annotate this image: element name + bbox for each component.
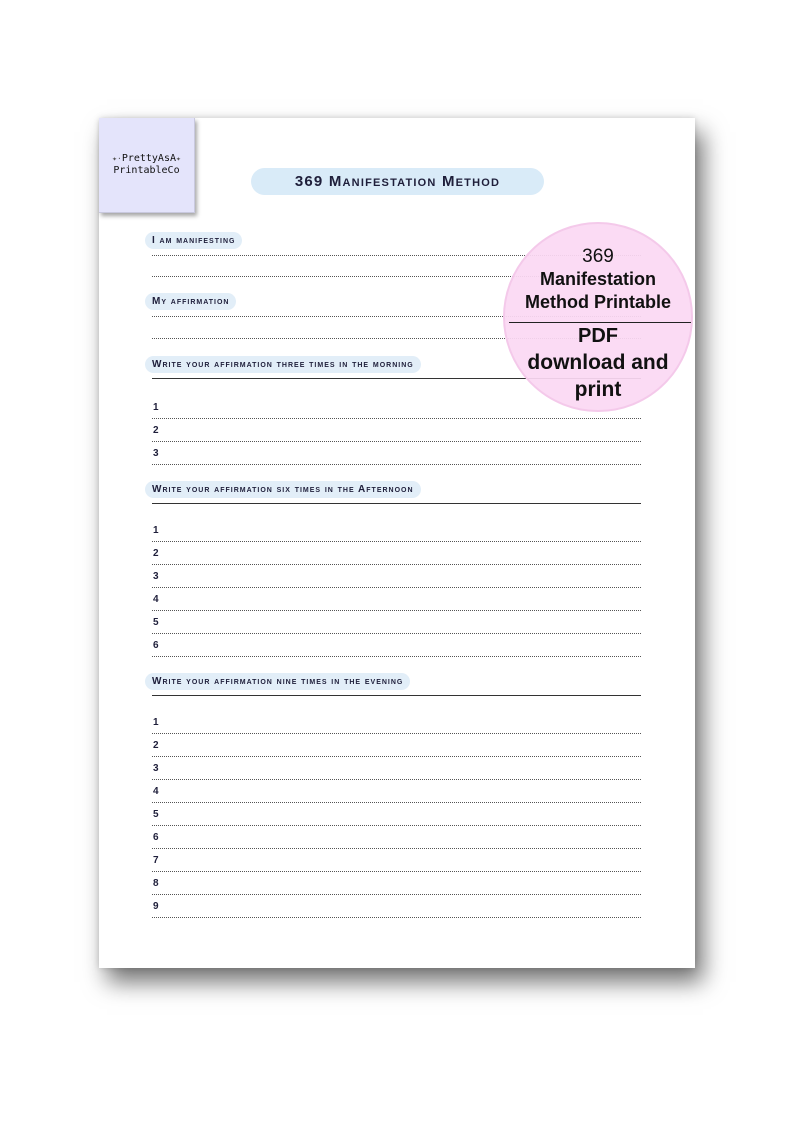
line-number: 6 [153, 640, 159, 651]
badge-cta-2: print [574, 378, 622, 401]
write-line[interactable] [152, 587, 641, 588]
section-label-afternoon: Write your affirmation six times in the Afternoon [145, 481, 421, 498]
badge-cta-1: download and [527, 351, 669, 374]
line-number: 2 [153, 740, 159, 751]
line-number: 2 [153, 425, 159, 436]
write-line[interactable] [152, 541, 641, 542]
line-number: 8 [153, 878, 159, 889]
write-line[interactable] [152, 610, 641, 611]
line-number: 1 [153, 525, 159, 536]
line-number: 3 [153, 763, 159, 774]
promo-badge [503, 222, 693, 412]
write-line[interactable] [152, 825, 641, 826]
section-rule [152, 695, 641, 696]
write-line[interactable] [152, 756, 641, 757]
line-number: 7 [153, 855, 159, 866]
line-number: 4 [153, 786, 159, 797]
badge-format: PDF [578, 325, 618, 347]
write-line[interactable] [152, 779, 641, 780]
write-line[interactable] [152, 848, 641, 849]
write-line[interactable] [152, 656, 641, 657]
badge-title-2: Method Printable [524, 292, 671, 312]
write-line[interactable] [152, 802, 641, 803]
logo-line-2: PrintableCo [113, 165, 180, 176]
write-line[interactable] [152, 441, 641, 442]
brand-logo [99, 118, 195, 213]
page-title: 369 Manifestation Method [251, 168, 544, 195]
section-rule [152, 503, 641, 504]
write-line[interactable] [152, 418, 641, 419]
badge-number: 369 [582, 246, 614, 267]
line-number: 3 [153, 448, 159, 459]
write-line[interactable] [152, 871, 641, 872]
line-number: 6 [153, 832, 159, 843]
write-line[interactable] [152, 917, 641, 918]
line-number: 9 [153, 901, 159, 912]
write-line[interactable] [152, 564, 641, 565]
line-number: 4 [153, 594, 159, 605]
section-label-morning: Write your affirmation three times in the morning [145, 356, 421, 373]
line-number: 1 [153, 402, 159, 413]
write-line[interactable] [152, 733, 641, 734]
write-line[interactable] [152, 464, 641, 465]
write-line[interactable] [152, 894, 641, 895]
line-number: 5 [153, 617, 159, 628]
line-number: 2 [153, 548, 159, 559]
section-label-evening: Write your affirmation nine times in the evening [145, 673, 410, 690]
line-number: 3 [153, 571, 159, 582]
line-number: 1 [153, 717, 159, 728]
logo-line-1: ✦·PrettyAsA✦ [112, 153, 181, 164]
badge-title-1: Manifestation [539, 269, 656, 289]
section-label-affirmation: My affirmation [145, 293, 236, 310]
section-label-manifesting: I am manifesting [145, 232, 242, 249]
line-number: 5 [153, 809, 159, 820]
badge-divider [509, 322, 691, 323]
write-line[interactable] [152, 633, 641, 634]
